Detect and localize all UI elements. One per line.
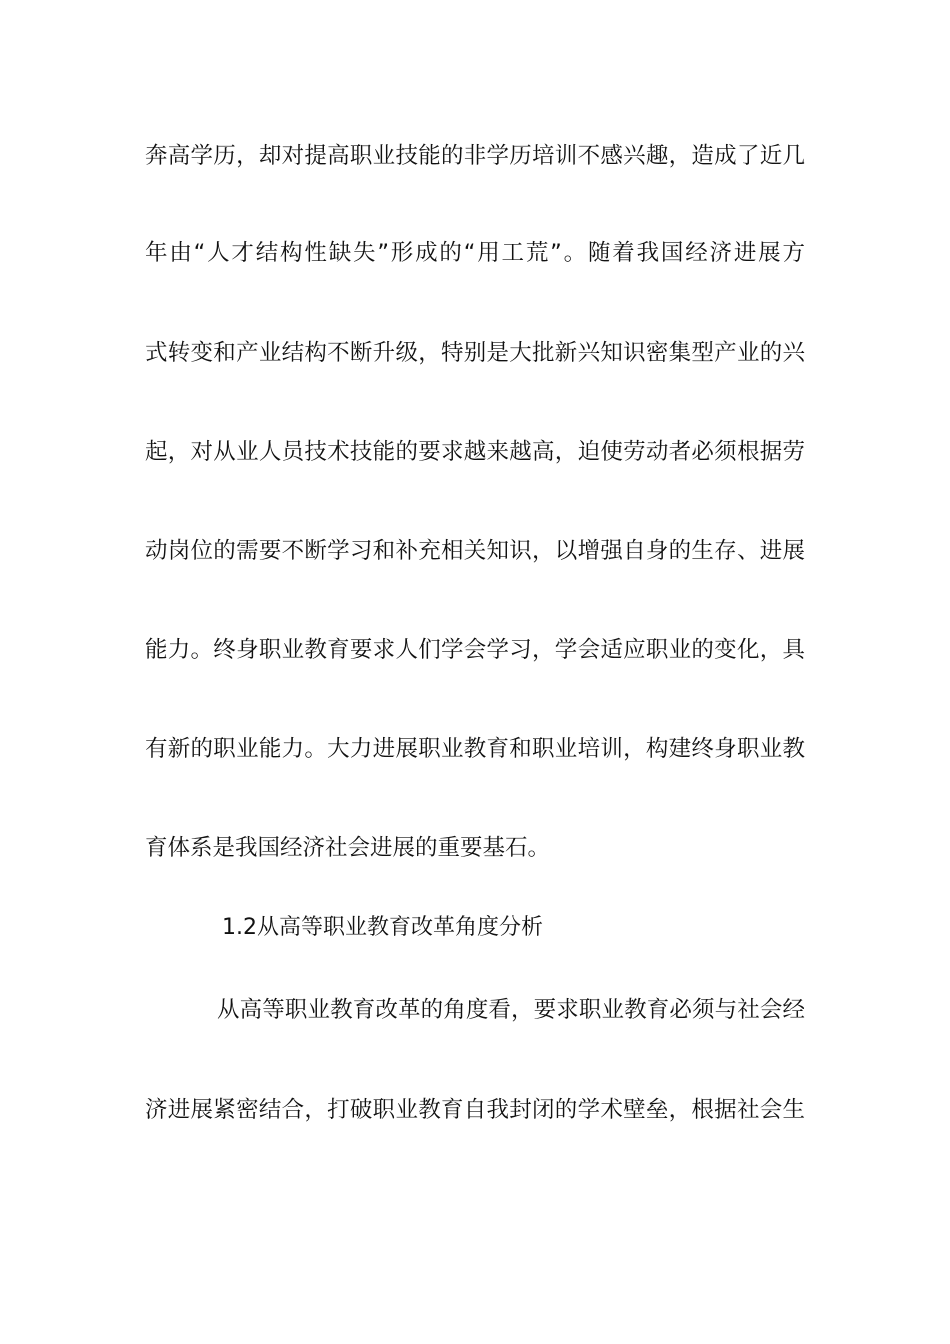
- paragraph-line: 济进展紧密结合，打破职业教育自我封闭的学术壁垒，根据社会生: [145, 1097, 805, 1123]
- paragraph-line: 起，对从业人员技术技能的要求越来越高，迫使劳动者必须根据劳: [145, 439, 805, 465]
- paragraph-line: 奔高学历，却对提高职业技能的非学历培训不感兴趣，造成了近几: [145, 143, 805, 169]
- paragraph-line: 能力。终身职业教育要求人们学会学习，学会适应职业的变化，具: [145, 637, 805, 663]
- paragraph-line: 从高等职业教育改革的角度看，要求职业教育必须与社会经: [217, 997, 805, 1023]
- paragraph-line: 有新的职业能力。大力进展职业教育和职业培训，构建终身职业教: [145, 736, 805, 762]
- section-heading: 1.2从高等职业教育改革角度分析: [222, 915, 543, 940]
- paragraph-line: 年由“人才结构性缺失”形成的“用工荒”。随着我国经济进展方: [145, 240, 805, 266]
- paragraph-line: 动岗位的需要不断学习和补充相关知识，以增强自身的生存、进展: [145, 538, 805, 564]
- paragraph-line: 式转变和产业结构不断升级，特别是大批新兴知识密集型产业的兴: [145, 340, 805, 366]
- paragraph-line: 育体系是我国经济社会进展的重要基石。: [145, 835, 551, 861]
